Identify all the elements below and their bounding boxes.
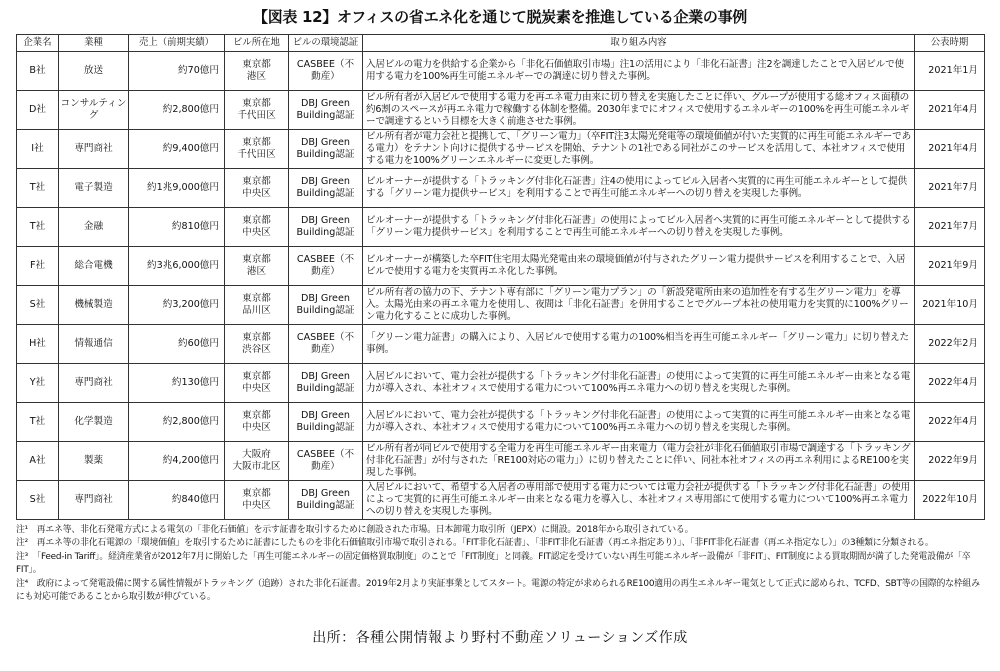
cell-date [915, 169, 985, 208]
cell-location-text: 中央区 [242, 188, 271, 199]
cell-date [915, 208, 985, 247]
cell-company-text: I社 [31, 142, 44, 154]
case-table [16, 34, 985, 520]
cell-company [17, 403, 59, 442]
cell-certification-text: DBJ Green [301, 214, 350, 226]
cell-certification-text: Building認証 [296, 500, 355, 511]
cell-certification-text: 動産） [311, 461, 340, 472]
figure-title: 【図表 12】オフィスの省エネ化を通じて脱炭素を推進している企業の事例 [253, 8, 747, 26]
cell-company-text: Y社 [29, 376, 46, 388]
cell-location-text: 港区 [246, 71, 267, 82]
cell-certification [289, 442, 363, 481]
cell-company [17, 286, 59, 325]
cell-location-text: 中央区 [242, 500, 271, 511]
cell-certification-text: DBJ Green [301, 370, 350, 382]
cell-initiative [363, 247, 915, 286]
cell-date-text: 2022年4月 [928, 376, 978, 388]
cell-certification-text: DBJ Green [301, 136, 350, 148]
cell-company [17, 481, 59, 520]
table-row [17, 325, 985, 364]
cell-date-text: 2021年10月 [922, 298, 978, 310]
cell-industry-text: 専門商社 [74, 376, 113, 388]
cell-location-text: 千代田区 [237, 110, 276, 121]
table-row [17, 130, 985, 169]
footnote-2: 注² 再エネ等の非化石電源の「環境価値」を取引するために証書にしたものを非化石価値取引市場で取引される。「FIT非化石証書」、「非FIT非化石証書（再エネ指定あり）」、「非FIT非化石証書（再エネ指定なし）」の3種類に分類される。 [16, 538, 934, 549]
cell-location-text: 東京都 [242, 58, 271, 70]
cell-initiative-text: 入居ビルにおいて、電力会社が提供する「トラッキング付非化石証書」の使用によって実質的に再生可能エネルギー由来となる電力が導入され、本社オフィスで使用する電力について100%再エネ電力への切り替えを実現した事例。 [366, 409, 911, 433]
cell-company-text: S社 [29, 298, 46, 310]
cell-initiative-text: ビル所有者が入居ビルで使用する電力を再エネ電力由来に切り替えを実施したことに伴い、グループが使用する総オフィス面積の約6割のスペースが再エネ電力で稼働する体制を整備。2030年までにオフィスで使用するエネルギーの100%を再生可能エネルギーで調達するという目標を大きく前進させた事例。 [366, 91, 910, 128]
table-row [17, 52, 985, 91]
cell-initiative [363, 325, 915, 364]
cell-certification-text: DBJ Green [301, 409, 350, 421]
cell-company [17, 364, 59, 403]
cell-initiative [363, 364, 915, 403]
cell-certification [289, 286, 363, 325]
cell-company [17, 247, 59, 286]
table-row [17, 208, 985, 247]
cell-industry [59, 481, 129, 520]
cell-location [225, 52, 289, 91]
cell-certification-text: CASBEE（不 [296, 58, 355, 70]
cell-industry [59, 364, 129, 403]
cell-sales [129, 286, 225, 325]
header-location: ビル所在地 [225, 35, 289, 52]
cell-initiative [363, 403, 915, 442]
cell-certification [289, 208, 363, 247]
cell-location-text: 中央区 [242, 422, 271, 433]
cell-industry-text: 専門商社 [74, 493, 113, 505]
cell-location [225, 325, 289, 364]
cell-industry-text: 電子製造 [74, 181, 113, 193]
cell-industry-text: 化学製造 [74, 415, 113, 427]
cell-initiative [363, 52, 915, 91]
cell-sales-text: 約1兆9,000億円 [147, 181, 219, 193]
cell-company-text: D社 [29, 103, 46, 115]
cell-sales [129, 91, 225, 130]
table-row [17, 442, 985, 481]
cell-date-text: 2021年4月 [928, 142, 978, 154]
cell-company [17, 130, 59, 169]
cell-date-text: 2022年4月 [928, 415, 978, 427]
cell-company [17, 52, 59, 91]
cell-certification-text: Building認証 [296, 110, 355, 121]
cell-sales-text: 約4,200億円 [162, 454, 219, 466]
cell-industry-text: コンサルティング [60, 97, 127, 121]
cell-date-text: 2022年10月 [922, 493, 978, 505]
cell-company [17, 442, 59, 481]
cell-certification-text: CASBEE（不 [296, 253, 355, 265]
table-row [17, 364, 985, 403]
cell-initiative-text: ビル所有者が同ビルで使用する全電力を再生可能エネルギー由来電力（電力会社が非化石価値取引市場で調達する「トラッキング付非化石証書」が付与された「RE100対応の電力」）に切り替えたことに伴い、同社本社オフィスの再エネ利用によるRE100を実現した事例。 [366, 442, 911, 479]
cell-initiative [363, 169, 915, 208]
cell-location-text: 中央区 [242, 383, 271, 394]
cell-certification-text: DBJ Green [301, 175, 350, 187]
cell-sales-text: 約810億円 [171, 220, 219, 232]
cell-sales-text: 約70億円 [178, 64, 219, 76]
cell-certification-text: 動産） [311, 344, 340, 355]
cell-certification-text: Building認証 [296, 149, 355, 160]
cell-date [915, 247, 985, 286]
cell-company-text: A社 [29, 454, 46, 466]
cell-location [225, 91, 289, 130]
cell-industry [59, 403, 129, 442]
cell-certification [289, 403, 363, 442]
cell-date-text: 2021年9月 [928, 259, 978, 271]
cell-location-text: 東京都 [242, 175, 271, 187]
cell-sales-text: 約60億円 [178, 337, 219, 349]
header-industry: 業種 [59, 35, 129, 52]
cell-industry [59, 130, 129, 169]
source-credit: 出所：各種公開情報より野村不動産ソリューションズ作成 [312, 630, 688, 646]
cell-location-text: 東京都 [242, 370, 271, 382]
cell-date [915, 91, 985, 130]
table-row [17, 91, 985, 130]
cell-initiative-text: ビルオーナーが構築した卒FIT住宅用太陽光発電由来の環境価値が付与されたグリーン電力提供サービスを利用することで、入居ビルで使用する電力を実質再エネ化した事例。 [366, 253, 906, 277]
cell-location-text: 渋谷区 [242, 344, 271, 355]
cell-certification-text: 動産） [311, 266, 340, 277]
cell-initiative [363, 286, 915, 325]
cell-date-text: 2021年4月 [928, 103, 978, 115]
cell-certification-text: Building認証 [296, 383, 355, 394]
table-row [17, 481, 985, 520]
cell-initiative-text: ビルオーナーが提供する「トラッキング付非化石証書」の使用によってビル入居者へ実質的に再生可能エネルギーとして提供する「グリーン電力提供サービス」を利用することで再生可能エネルギーへの切り替えを実現した事例。 [366, 214, 911, 238]
cell-location-text: 東京都 [242, 487, 271, 499]
cell-location [225, 481, 289, 520]
header-company: 企業名 [17, 35, 59, 52]
cell-certification-text: Building認証 [296, 305, 355, 316]
cell-company-text: T社 [29, 181, 46, 193]
cell-certification-text: 動産） [311, 71, 340, 82]
cell-industry-text: 専門商社 [74, 142, 113, 154]
cell-certification [289, 481, 363, 520]
cell-sales [129, 130, 225, 169]
cell-sales [129, 247, 225, 286]
cell-sales-text: 約3兆6,000億円 [147, 259, 219, 271]
cell-industry [59, 442, 129, 481]
cell-company [17, 208, 59, 247]
cell-company-text: T社 [29, 220, 46, 232]
cell-initiative-text: 「グリーン電力証書」の購入により、入居ビルで使用する電力の100%相当を再生可能エネルギー「グリーン電力」に切り替えた事例。 [366, 331, 909, 355]
cell-sales-text: 約840億円 [171, 493, 219, 505]
header-certification: ビルの環境認証 [289, 35, 363, 52]
cell-sales [129, 364, 225, 403]
cell-sales [129, 442, 225, 481]
cell-industry [59, 208, 129, 247]
table-row [17, 403, 985, 442]
table-row [17, 169, 985, 208]
cell-certification-text: CASBEE（不 [296, 331, 355, 343]
cell-location [225, 130, 289, 169]
cell-industry [59, 91, 129, 130]
cell-date [915, 481, 985, 520]
cell-location-text: 東京都 [242, 97, 271, 109]
cell-location-text: 東京都 [242, 136, 271, 148]
cell-initiative-text: 入居ビルにおいて、希望する入居者の専用部で使用する電力については電力会社が提供する「トラッキング付非化石証書」の使用によって実質的に再生可能エネルギー由来となる電力を導入し、本社オフィス専用部にて使用する電力について100%再エネ電力への切り替えを実現した事例。 [366, 481, 910, 518]
cell-industry [59, 169, 129, 208]
cell-initiative [363, 481, 915, 520]
cell-date-text: 2021年7月 [928, 220, 978, 232]
cell-certification-text: CASBEE（不 [296, 448, 355, 460]
cell-certification-text: DBJ Green [301, 97, 350, 109]
cell-initiative-text: 入居ビルの電力を供給する企業から「非化石価値取引市場」注1の活用により「非化石証書」注2を調達したことで入居ビルで使用する電力を100%再生可能エネルギーでの調達に切り替えた事例。 [366, 58, 904, 82]
cell-location-text: 品川区 [242, 305, 271, 316]
cell-company-text: T社 [29, 415, 46, 427]
cell-location [225, 286, 289, 325]
cell-location [225, 169, 289, 208]
footnote-4: 注⁴ 政府によって発電設備に関する属性情報がトラッキング（追跡）された非化石証書。2019年2月より実証事業としてスタート。電源の特定が求められるRE100適用の再生エネルギー電気として正式に認められ、TCFD、SBT等の国際的な枠組みにも対応可能であることから取引数が伸びている。 [16, 578, 980, 603]
cell-sales [129, 169, 225, 208]
cell-industry [59, 286, 129, 325]
cell-location-text: 東京都 [242, 253, 271, 265]
cell-certification [289, 247, 363, 286]
cell-industry-text: 総合電機 [74, 259, 113, 271]
cell-location-text: 東京都 [242, 292, 271, 304]
cell-industry-text: 放送 [83, 64, 104, 76]
cell-company-text: B社 [29, 64, 46, 76]
cell-location [225, 403, 289, 442]
cell-company-text: F社 [29, 259, 46, 271]
cell-location [225, 442, 289, 481]
cell-company-text: H社 [29, 337, 46, 349]
cell-location [225, 364, 289, 403]
cell-location [225, 208, 289, 247]
cell-initiative [363, 442, 915, 481]
cell-industry [59, 325, 129, 364]
cell-location-text: 東京都 [242, 409, 271, 421]
cell-initiative [363, 130, 915, 169]
cell-company [17, 325, 59, 364]
cell-company [17, 169, 59, 208]
table-row [17, 247, 985, 286]
cell-initiative-text: ビル所有者の協力の下、テナント専有部に「グリーン電力プラン」の「新設発電所由来の追加性を有する生グリーン電力」を導入。太陽光由来の再エネ電力を使用し、夜間は「非化石証書」を併用することでグループ本社の使用電力を実質的に100%グリーン電力化することに成功した事例。 [366, 286, 909, 323]
cell-date-text: 2022年2月 [928, 337, 978, 349]
cell-certification [289, 169, 363, 208]
cell-sales-text: 約3,200億円 [162, 298, 219, 310]
cell-certification [289, 325, 363, 364]
cell-initiative [363, 208, 915, 247]
cell-initiative-text: 入居ビルにおいて、電力会社が提供する「トラッキング付非化石証書」の使用によって実質的に再生可能エネルギー由来となる電力が導入され、本社オフィスで使用する電力について100%再エネ電力への切り替えを実現した事例。 [366, 370, 911, 394]
cell-location-text: 大阪府 [242, 448, 271, 460]
cell-sales [129, 403, 225, 442]
cell-location-text: 東京都 [242, 214, 271, 226]
cell-industry-text: 製薬 [83, 454, 104, 466]
cell-sales-text: 約2,800億円 [162, 103, 219, 115]
cell-location-text: 中央区 [242, 227, 271, 238]
header-sales: 売上（前期実績） [129, 35, 225, 52]
cell-initiative-text: ビルオーナーが提供する「トラッキング付非化石証書」注4の使用によってビル入居者へ実質的に再生可能エネルギーとして提供する「グリーン電力提供サービス」を利用することで再生可能エネルギーへの切り替えを実現した事例。 [366, 175, 907, 199]
cell-date [915, 442, 985, 481]
table-header-row [17, 35, 985, 52]
cell-certification-text: Building認証 [296, 188, 355, 199]
cell-sales-text: 約9,400億円 [162, 142, 219, 154]
cell-industry-text: 機械製造 [74, 298, 113, 310]
cell-date [915, 403, 985, 442]
cell-date [915, 286, 985, 325]
cell-date-text: 2021年1月 [928, 64, 978, 76]
cell-date [915, 325, 985, 364]
cell-sales [129, 481, 225, 520]
cell-certification [289, 52, 363, 91]
cell-sales [129, 208, 225, 247]
footnote-3: 注³ 「Feed-in Tariff」。経済産業省が2012年7月に開始した「再生可能エネルギーの固定価格買取制度」のことで「FIT制度」と同義。FIT認定を受けていない再生可能エネルギー設備が「非FIT」、FIT制度による買取期間が満了した発電設備が「卒FIT」。 [16, 551, 971, 576]
cell-certification [289, 130, 363, 169]
cell-location-text: 千代田区 [237, 149, 276, 160]
cell-location-text: 港区 [246, 266, 267, 277]
cell-industry [59, 247, 129, 286]
footnote-1: 注¹ 再エネ等、非化石発電方式による電気の「非化石価値」を示す証書を取引するために創設された市場。日本卸電力取引所（JEPX）に開設。2018年から取引されている。 [16, 525, 694, 535]
cell-company [17, 91, 59, 130]
cell-location-text: 東京都 [242, 331, 271, 343]
cell-date [915, 364, 985, 403]
cell-industry [59, 52, 129, 91]
cell-sales-text: 約130億円 [171, 376, 219, 388]
cell-sales [129, 52, 225, 91]
table-row [17, 286, 985, 325]
cell-company-text: S社 [29, 493, 46, 505]
cell-date [915, 130, 985, 169]
cell-certification [289, 364, 363, 403]
cell-certification-text: Building認証 [296, 227, 355, 238]
cell-sales-text: 約2,800億円 [162, 415, 219, 427]
cell-location [225, 247, 289, 286]
cell-industry-text: 情報通信 [74, 337, 113, 349]
header-date: 公表時期 [915, 35, 985, 52]
cell-location-text: 大阪市北区 [232, 461, 281, 472]
cell-certification-text: DBJ Green [301, 487, 350, 499]
cell-date [915, 52, 985, 91]
cell-industry-text: 金融 [83, 220, 104, 232]
cell-date-text: 2021年7月 [928, 181, 978, 193]
footnotes [16, 524, 984, 604]
cell-initiative-text: ビル所有者が電力会社と提携して、「グリーン電力」（卒FIT注3太陽光発電等の環境価値が付いた実質的に再生可能エネルギーである電力）をテナント向けに提供するサービスを開始、テナントの1社である同社がこのサービスを活用して、本社オフィスで使用する電力を100%グリーンエネルギーに変更した事例。 [366, 130, 911, 167]
cell-sales [129, 325, 225, 364]
cell-certification-text: Building認証 [296, 422, 355, 433]
header-initiative: 取り組み内容 [363, 35, 915, 52]
cell-date-text: 2022年9月 [928, 454, 978, 466]
cell-certification [289, 91, 363, 130]
cell-initiative [363, 91, 915, 130]
cell-certification-text: DBJ Green [301, 292, 350, 304]
